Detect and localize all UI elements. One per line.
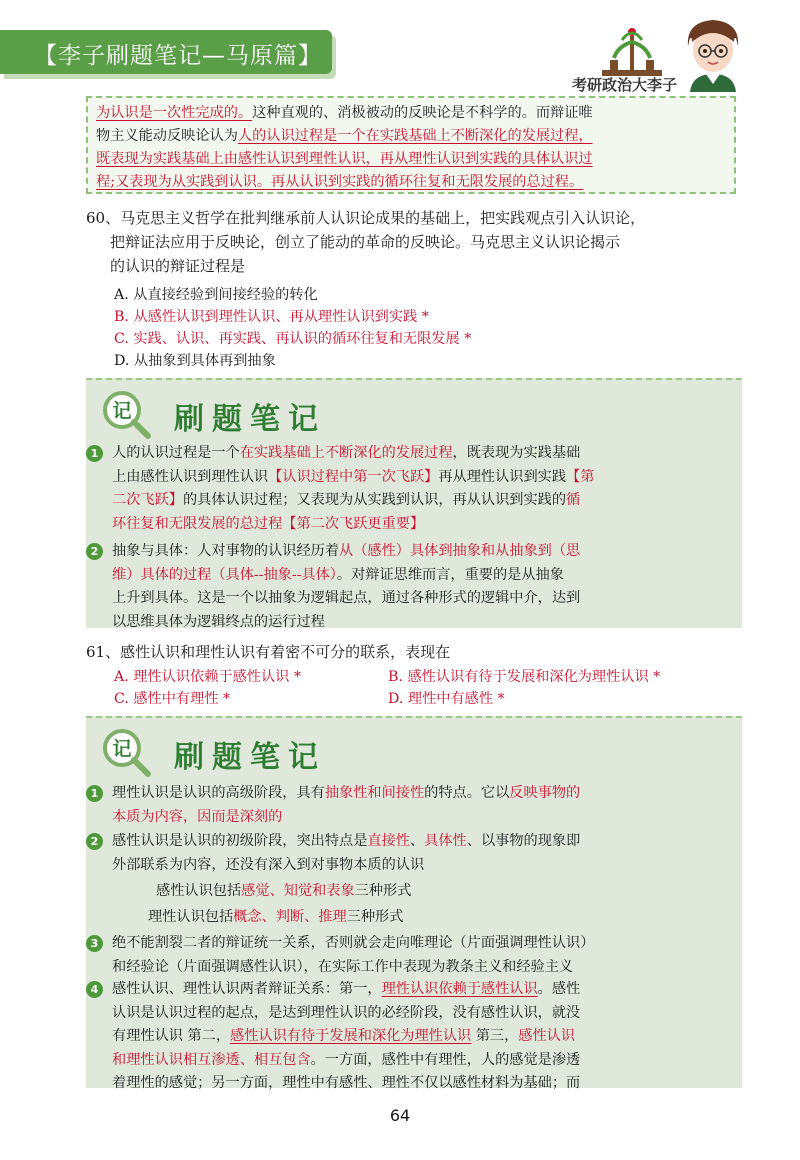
text-line: 既表现为实践基础上由感性认识到理性认识，再从理性认识到实践的具体认识过 (96, 151, 593, 167)
text-segment: 绝不能割裂二者的辩证统一关系，否则就会走向唯理论（片面强调理性认识） (112, 935, 595, 951)
note-title: 刷题笔记 (174, 402, 326, 437)
page-number: 64 (389, 1106, 411, 1125)
text-line: 程;又表现为从实践到认识。再从认识到实践的循环往复和无限发展的总过程。 (96, 174, 584, 190)
text-line: 把辩证法应用于反映论，创立了能动的革命的反映论。马克思主义认识论揭示 (110, 233, 621, 251)
text-segment: 从（感性）具体到抽象和从抽象到（思 (339, 543, 581, 559)
text-segment: 人的认识过程是一个在实践基础上不断深化的发展过程， (237, 128, 593, 144)
text-segment: 抽象与具体：人对事物的认识经历着 (112, 543, 340, 559)
text-segment: 【第 (566, 468, 595, 485)
item-number-badge: 1 (86, 785, 103, 802)
note-item (90, 830, 732, 877)
text-segment: 着理性的感觉；另一方面，理性中有感性、理性不仅以感性材料为基础；而 (112, 1075, 581, 1091)
item-number-badge: 2 (86, 833, 103, 850)
note-header (86, 380, 742, 448)
question-61-option-c: C. 感性中有理性 * (114, 691, 231, 707)
note-icon-char: 记 (112, 400, 132, 422)
text-segment: 。感性 (537, 981, 581, 997)
note-item (90, 978, 732, 1096)
text-segment: 二次飞跃】 (112, 492, 183, 508)
item-number-badge: 4 (86, 981, 103, 998)
text-segment: 【认识过程中第一次飞跃】 (268, 468, 439, 485)
question-60-option-d: D. 从抽象到具体再到抽象 (114, 353, 276, 369)
text-line (96, 125, 726, 148)
text-segment: 感觉、知觉和表象 (241, 883, 355, 899)
item-number-badge: 2 (86, 543, 103, 560)
text-segment: 。一方面，感性中有理性，人的感觉是渗透 (310, 1051, 581, 1068)
text-segment: 抽象性和间接性 (324, 785, 425, 801)
question-61-option-d: D. 理性中有感性 * (388, 691, 505, 707)
text-segment: 有理性认识 第二， (112, 1028, 231, 1044)
text-segment: 为认识是一次性完成的。 (96, 105, 253, 121)
text-segment: 的具体认识过程；又表现为从实践到认识，再从认识到实践的 (182, 492, 567, 508)
text-segment: 环往复和无限发展的总过程 (112, 515, 283, 532)
text-segment: 具体性 (424, 833, 467, 849)
item-number-badge: 3 (86, 935, 103, 952)
text-segment: 直接性 (367, 833, 410, 849)
text-segment: 三种形式 (354, 883, 412, 899)
text-segment: 认识是认识过程的起点，是达到理性认识的必经阶段，没有感性认识，就没 (112, 1004, 581, 1021)
magnifier-note-icon (100, 726, 154, 780)
text-segment: 。对辩证思维而言，重要的是从抽象 (336, 566, 564, 583)
text-segment: 感性认识是认识的初级阶段，突出特点是 (112, 833, 368, 849)
sub-note-line (148, 906, 403, 929)
text-segment: 反映事物的 (509, 785, 581, 801)
header-banner (0, 30, 332, 74)
question-61-option-b: B. 感性认识有待于发展和深化为理性认识 * (388, 669, 661, 685)
question-60-option-b: B. 从感性认识到理性认识、再从理性认识到实践 * (114, 309, 429, 325)
continuation-note-box (86, 96, 736, 194)
text-segment: 上由感性认识到理性认识 (112, 468, 269, 485)
note-item (90, 540, 732, 634)
note-item (90, 782, 732, 829)
text-segment: 和经验论（片面强调感性认识），在实际工作中表现为教条主义和经验主义 (112, 958, 574, 975)
question-60-option-c: C. 实践、认识、再实践、再认识的循环往复和无限发展 * (114, 331, 472, 347)
text-segment: 第三， (471, 1028, 519, 1044)
note-box-1 (86, 378, 742, 628)
text-segment: 、以事物的现象即 (466, 833, 581, 849)
text-line: 的认识的辩证过程是 (110, 257, 246, 275)
text-segment: 感性认识 (518, 1028, 576, 1044)
sub-note-line (156, 880, 411, 903)
text-segment: 的特点。它以 (424, 785, 510, 801)
note-item (90, 442, 732, 536)
header-title: 【李子刷题笔记—马原篇】 (34, 43, 322, 69)
text-segment: 再从理性认识到实践 (438, 468, 567, 485)
text-segment: 物主义能动反映论认为 (96, 128, 238, 144)
text-segment: 感性认识有待于发展和深化为理性认识 (230, 1028, 472, 1044)
note-icon-char: 记 (112, 738, 132, 760)
text-segment: 三种形式 (346, 909, 404, 925)
text-segment: 概念、判断、推理 (233, 909, 347, 925)
text-segment: 理性认识是认识的高级阶段，具有 (112, 785, 325, 801)
text-segment: 外部联系为内容，还没有深入到对事物本质的认识 (112, 856, 425, 873)
text-segment: 理性认识包括 (148, 909, 234, 925)
text-segment: 人的认识过程是一个 (112, 445, 240, 461)
avatar-illustration (682, 16, 744, 92)
note-box-2 (86, 716, 742, 1091)
question-60-option-a: A. 从直接经验到间接经验的转化 (114, 287, 318, 303)
text-line: 60、马克思主义哲学在批判继承前人认识论成果的基础上，把实践观点引入认识论， (86, 209, 646, 227)
text-segment: 、 (409, 833, 425, 849)
text-line (96, 102, 726, 125)
brand-name: 考研政治大李子 (572, 76, 678, 94)
text-segment: 感性认识、理性认识两者辩证关系：第一， (112, 981, 382, 997)
text-segment: 在实践基础上不断深化的发展过程 (239, 445, 453, 461)
text-segment: 维）具体的过程（具体--抽象--具体） (112, 566, 337, 583)
text-segment: 【第二次飞跃更重要】 (282, 515, 425, 532)
note-item (90, 932, 732, 979)
note-title: 刷题笔记 (174, 740, 326, 775)
text-segment: 上升到具体。这是一个以抽象为逻辑起点，通过各种形式的逻辑中介，达到 (112, 590, 581, 606)
text-segment: 这种直观的、消极被动的反映论是不科学的。而辩证唯 (252, 105, 593, 121)
text-segment: 理性认识依赖于感性认识 (381, 981, 538, 997)
item-number-badge: 1 (86, 445, 103, 462)
question-61-option-a: A. 理性认识依赖于感性认识 * (114, 669, 301, 685)
question-60-stem (86, 206, 746, 278)
magnifier-note-icon (100, 388, 154, 442)
text-segment: 和理性认识相互渗透、相互包含 (112, 1051, 311, 1068)
text-segment: 感性认识包括 (156, 883, 242, 899)
text-segment: ，既表现为实践基础 (452, 445, 581, 461)
question-61-stem: 61、感性认识和理性认识有着密不可分的联系，表现在 (86, 643, 451, 661)
text-segment: 本质为内容，因而是深刻的 (112, 808, 283, 825)
note-header (86, 718, 742, 786)
text-segment: 以思维具体为逻辑终点的运行过程 (112, 613, 325, 630)
text-segment: 循 (566, 492, 581, 508)
